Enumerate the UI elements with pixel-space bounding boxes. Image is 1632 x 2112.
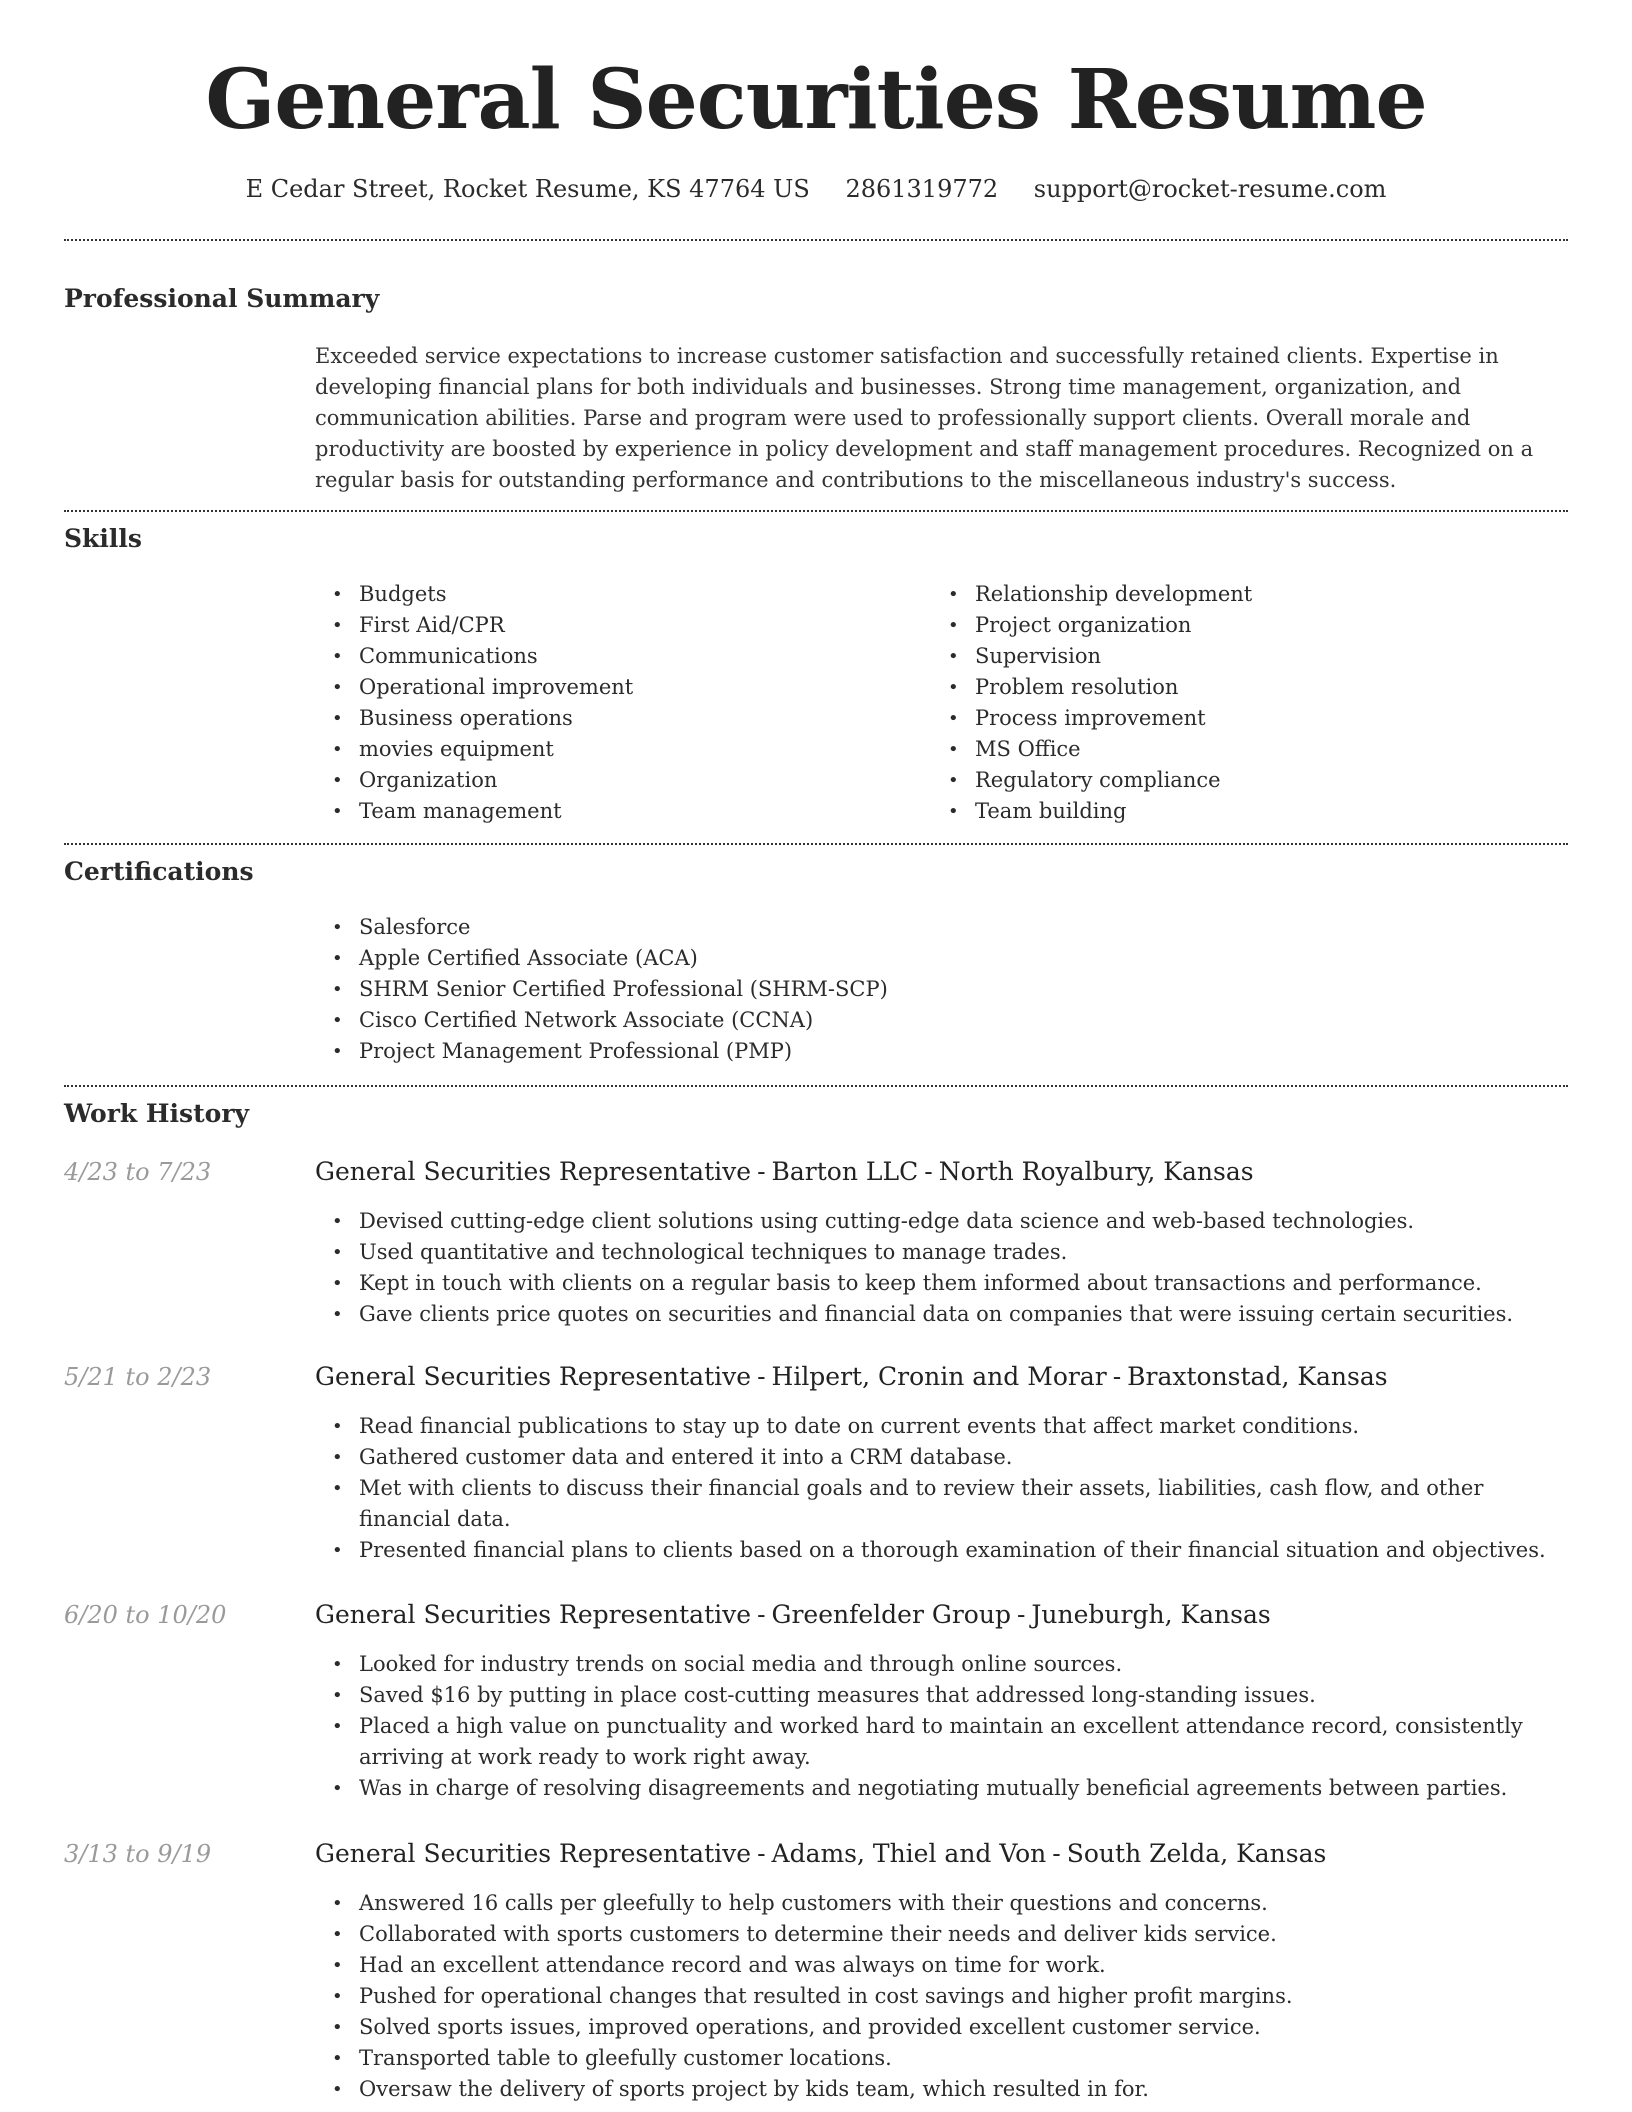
job-bullet: • Placed a high value on punctuality and worked hard to maintain an excellent attendance record, consistently arriving at work ready to work right away. [315, 1711, 1560, 1773]
skill-item: • Team management [315, 796, 915, 827]
job-bullet: • Oversaw the delivery of sports project by kids team, which resulted in for. [315, 2074, 1560, 2105]
job-bullets [315, 1649, 1560, 1804]
job-heading [315, 1839, 1326, 1869]
job-title: General Securities Representative [315, 1362, 752, 1391]
divider [64, 1085, 1568, 1087]
job-dates: 5/21 to 2/23 [64, 1363, 212, 1391]
job-bullet: • Pushed for operational changes that resulted in cost savings and higher profit margins. [315, 1981, 1560, 2012]
job-bullet: • Solved sports issues, improved operations, and provided excellent customer service. [315, 2012, 1560, 2043]
skill-item: • Problem resolution [931, 672, 1551, 703]
skill-item: • Team building [931, 796, 1551, 827]
job-company: Adams, Thiel and Von [771, 1839, 1047, 1868]
job-heading [315, 1157, 1254, 1187]
job-dates: 6/20 to 10/20 [64, 1601, 227, 1629]
contact-line [0, 174, 1632, 204]
skill-item: • Supervision [931, 641, 1551, 672]
job-separator: - [924, 1157, 933, 1186]
skill-item: • movies equipment [315, 734, 915, 765]
certifications-heading: Certifications [64, 857, 254, 886]
job-bullet: • Was in charge of resolving disagreements and negotiating mutually beneficial agreements between parties. [315, 1773, 1560, 1804]
summary-heading: Professional Summary [64, 284, 380, 313]
job-bullet: • Transported table to gleefully customer locations. [315, 2043, 1560, 2074]
certification-item: • Salesforce [315, 912, 1555, 943]
job-location: North Royalbury, Kansas [938, 1157, 1254, 1186]
job-bullet: • Devised cutting-edge client solutions using cutting-edge data science and web-based technologies. [315, 1206, 1560, 1237]
job-bullets [315, 1206, 1560, 1330]
skill-item: • Relationship development [931, 579, 1551, 610]
job-company: Greenfelder Group [771, 1600, 1011, 1629]
job-bullet: • Presented financial plans to clients based on a thorough examination of their financial situation and objectives. [315, 1535, 1560, 1566]
job-company: Barton LLC [771, 1157, 919, 1186]
job-separator: - [757, 1600, 766, 1629]
skill-item: • MS Office [931, 734, 1551, 765]
job-separator: - [757, 1157, 766, 1186]
certification-item: • SHRM Senior Certified Professional (SHRM-SCP) [315, 974, 1555, 1005]
job-bullet: • Read financial publications to stay up to date on current events that affect market conditions. [315, 1411, 1560, 1442]
job-bullet: • Collaborated with sports customers to determine their needs and deliver kids service. [315, 1919, 1560, 1950]
job-bullet: • Answered 16 calls per gleefully to help customers with their questions and concerns. [315, 1888, 1560, 1919]
skill-item: • First Aid/CPR [315, 610, 915, 641]
job-separator: - [757, 1362, 766, 1391]
job-location: South Zelda, Kansas [1066, 1839, 1327, 1868]
skills-list-left [315, 579, 915, 827]
work-history-heading: Work History [64, 1099, 250, 1128]
job-bullet: • Met with clients to discuss their financial goals and to review their assets, liabilities, cash flow, and other financial data. [315, 1473, 1560, 1535]
skills-heading: Skills [64, 524, 142, 553]
job-heading [315, 1362, 1388, 1392]
job-bullet: • Gave clients price quotes on securities and financial data on companies that were issuing certain securities. [315, 1299, 1560, 1330]
job-company: Hilpert, Cronin and Morar [771, 1362, 1107, 1391]
job-bullet: • Saved $16 by putting in place cost-cutting measures that addressed long-standing issues. [315, 1680, 1560, 1711]
divider [64, 239, 1568, 241]
job-title: General Securities Representative [315, 1157, 752, 1186]
job-location: Braxtonstad, Kansas [1127, 1362, 1388, 1391]
job-separator: - [1052, 1839, 1061, 1868]
job-title: General Securities Representative [315, 1600, 752, 1629]
contact-email: support@rocket-resume.com [1033, 175, 1387, 203]
contact-address: E Cedar Street, Rocket Resume, KS 47764 US [245, 175, 810, 203]
divider [64, 510, 1568, 512]
job-separator: - [757, 1839, 766, 1868]
job-separator: - [1016, 1600, 1026, 1629]
contact-phone: 2861319772 [845, 175, 999, 203]
job-bullet: • Looked for industry trends on social media and through online sources. [315, 1649, 1560, 1680]
job-bullet: • Had an excellent attendance record and was always on time for work. [315, 1950, 1560, 1981]
job-separator: - [1112, 1362, 1122, 1391]
certification-item: • Project Management Professional (PMP) [315, 1036, 1555, 1067]
job-bullet: • Used quantitative and technological techniques to manage trades. [315, 1237, 1560, 1268]
job-dates: 4/23 to 7/23 [64, 1158, 212, 1186]
job-heading [315, 1600, 1271, 1630]
divider [64, 843, 1568, 845]
certification-item: • Apple Certified Associate (ACA) [315, 943, 1555, 974]
job-dates: 3/13 to 9/19 [64, 1840, 212, 1868]
certifications-list [315, 912, 1555, 1067]
summary-text: Exceeded service expectations to increase customer satisfaction and successfully retained clients. Expertise in developing financial plans for both individuals and businesses. Strong time management, organization, and communication abilities. Parse and program were used to professionally support clients. Overall morale and productivity are boosted by experience in policy development and staff management procedures. Recognized on a regular basis for outstanding performance and contributions to the miscellaneous industry's success. [315, 344, 1534, 492]
skill-item: • Process improvement [931, 703, 1551, 734]
skill-item: • Communications [315, 641, 915, 672]
job-title: General Securities Representative [315, 1839, 752, 1868]
skill-item: • Budgets [315, 579, 915, 610]
skill-item: • Regulatory compliance [931, 765, 1551, 796]
job-location: Juneburgh, Kansas [1031, 1600, 1271, 1629]
job-bullet: • Kept in touch with clients on a regular basis to keep them informed about transactions and performance. [315, 1268, 1560, 1299]
skill-item: • Operational improvement [315, 672, 915, 703]
skill-item: • Project organization [931, 610, 1551, 641]
certification-item: • Cisco Certified Network Associate (CCNA) [315, 1005, 1555, 1036]
job-bullets [315, 1411, 1560, 1566]
job-bullets [315, 1888, 1560, 2105]
skills-list-right [931, 579, 1551, 827]
job-bullet: • Gathered customer data and entered it into a CRM database. [315, 1442, 1560, 1473]
skill-item: • Business operations [315, 703, 915, 734]
skill-item: • Organization [315, 765, 915, 796]
resume-title: General Securities Resume [205, 52, 1427, 148]
